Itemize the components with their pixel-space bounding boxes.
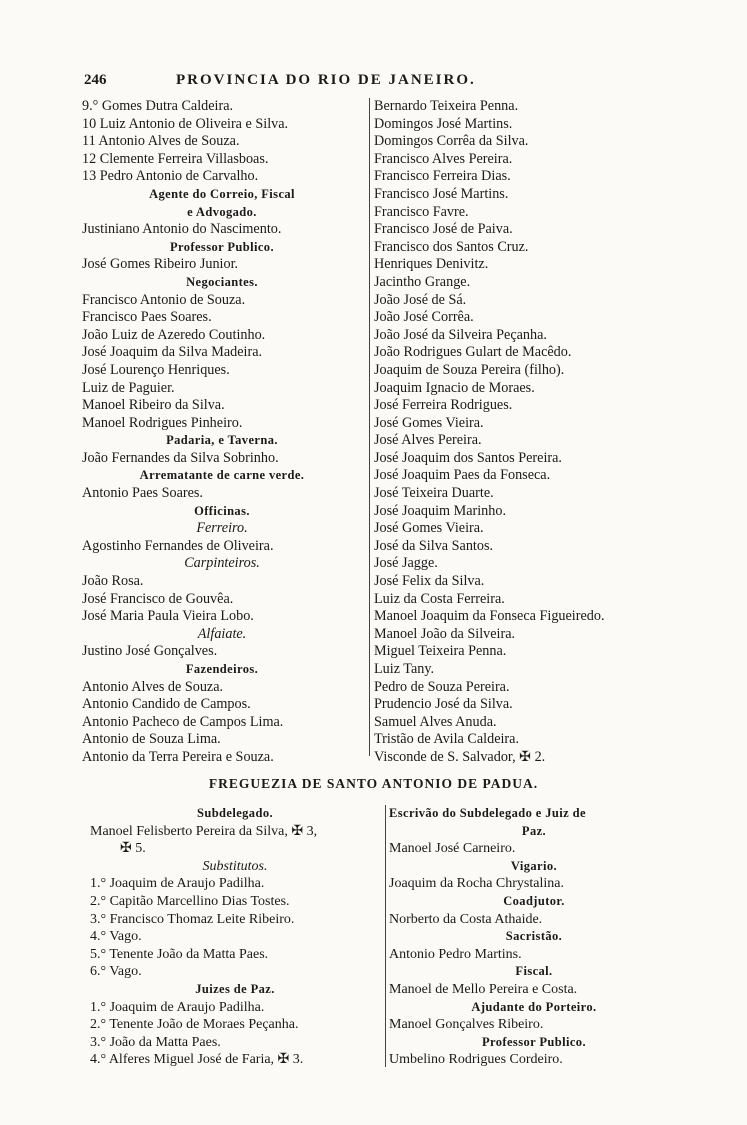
list-item: Manoel Ribeiro da Silva. — [82, 397, 225, 414]
list-item: João José da Silveira Peçanha. — [374, 326, 547, 343]
list-item: João José de Sá. — [374, 291, 467, 308]
page-number: 246 — [84, 72, 107, 88]
section-heading: Professor Publico. — [170, 239, 274, 254]
list-item: João Luiz de Azeredo Coutinho. — [82, 326, 266, 343]
list-item: Francisco Antonio de Souza. — [82, 291, 246, 308]
section-heading: Subdelegado. — [196, 806, 273, 820]
section-heading: Padaria, e Taverna. — [166, 433, 278, 448]
list-item: Umbelino Rodrigues Cordeiro. — [389, 1052, 563, 1068]
list-item: 2.° Capitão Marcellino Dias Tostes. — [90, 893, 290, 909]
list-item: José Jagge. — [374, 555, 438, 572]
list-item: Bernardo Teixeira Penna. — [374, 98, 519, 114]
list-item: 11 Antonio Alves de Souza. — [82, 133, 240, 150]
list-item: Joaquim da Rocha Chrystalina. — [389, 876, 564, 892]
page-title: PROVINCIA DO RIO DE JANEIRO. — [176, 72, 476, 88]
list-item: José Gomes Vieira. — [374, 414, 484, 431]
list-item: Henriques Denivitz. — [374, 256, 489, 273]
list-item: Manoel Rodrigues Pinheiro. — [82, 414, 243, 431]
list-item: Manoel Felisberto Pereira da Silva, ✠ 3, — [90, 823, 318, 839]
subheading: Ferreiro. — [196, 520, 248, 537]
list-item: 13 Pedro Antonio de Carvalho. — [82, 168, 259, 185]
list-item: Luiz Tany. — [374, 661, 435, 677]
list-item: Antonio de Souza Lima. — [82, 731, 221, 748]
list-item: Domingos José Martins. — [374, 115, 513, 132]
list-item: Antonio Candido de Campos. — [82, 696, 251, 713]
list-item: Manoel de Mello Pereira e Costa. — [389, 981, 578, 997]
section-heading: Negociantes. — [186, 274, 258, 289]
list-item: Visconde de S. Salvador, ✠ 2. — [374, 748, 546, 765]
list-item: Manoel Gonçalves Ribeiro. — [389, 1017, 544, 1033]
list-item: José Teixeira Duarte. — [374, 485, 494, 502]
list-item: Luiz da Costa Ferreira. — [374, 590, 505, 607]
list-item: 3.° João da Matta Paes. — [90, 1034, 221, 1050]
section-title: FREGUEZIA DE SANTO ANTONIO DE PADUA. — [208, 776, 539, 791]
list-item: Justiniano Antonio do Nascimento. — [82, 221, 282, 238]
page-header — [84, 72, 554, 94]
list-item: José Joaquim Paes da Fonseca. — [374, 467, 551, 484]
list-item: Francisco José Martins. — [374, 185, 509, 202]
list-item: 3.° Francisco Thomaz Leite Ribeiro. — [90, 911, 295, 927]
list-item: José Francisco de Gouvêa. — [82, 590, 234, 607]
list-item: João José Corrêa. — [374, 309, 474, 326]
list-item: José Joaquim dos Santos Pereira. — [374, 449, 562, 466]
section-heading: Agente do Correio, Fiscal — [149, 186, 295, 201]
list-item: João Rosa. — [82, 573, 144, 590]
list-item: 1.° Joaquim de Araujo Padilha. — [90, 999, 265, 1015]
list-item: José Gomes Vieira. — [374, 520, 484, 537]
list-item: Francisco dos Santos Cruz. — [374, 238, 529, 255]
section-heading: Officinas. — [194, 503, 250, 518]
section-heading: Vigario. — [510, 858, 558, 873]
upper-left-column — [82, 98, 362, 767]
list-item: 2.° Tenente João de Moraes Peçanha. — [90, 1017, 299, 1033]
list-item: 9.° Gomes Dutra Caldeira. — [82, 98, 234, 114]
list-item: 1.° Joaquim de Araujo Padilha. — [90, 876, 265, 892]
subheading: Carpinteiros. — [184, 555, 260, 572]
list-item: José Lourenço Henriques. — [82, 361, 230, 378]
list-item: Justino José Gonçalves. — [82, 643, 218, 660]
section-heading: Sacristão. — [505, 929, 563, 944]
list-item: Francisco Alves Pereira. — [374, 150, 513, 167]
list-item: José Felix da Silva. — [374, 573, 485, 590]
list-item: Manoel João da Silveira. — [374, 625, 516, 642]
list-item: Miguel Teixeira Penna. — [374, 643, 507, 660]
section-heading: Paz. — [521, 823, 547, 838]
list-item: João Fernandes da Silva Sobrinho. — [82, 449, 279, 466]
list-item: Domingos Corrêa da Silva. — [374, 133, 529, 150]
list-item: José Ferreira Rodrigues. — [374, 397, 513, 414]
section-heading: Escrivão do Subdelegado e Juiz de — [389, 806, 586, 820]
list-item: Samuel Alves Anuda. — [374, 713, 497, 730]
lower-right-column — [385, 805, 679, 1067]
list-item: José da Silva Santos. — [374, 537, 494, 554]
list-item: 6.° Vago. — [90, 964, 142, 980]
list-item: José Joaquim Marinho. — [374, 502, 507, 519]
list-item: José Alves Pereira. — [374, 432, 482, 449]
section-heading: Ajudante do Porteiro. — [471, 999, 597, 1014]
section-heading: Juizes de Paz. — [195, 981, 275, 996]
list-item: Antonio da Terra Pereira e Souza. — [82, 748, 274, 765]
list-item: Agostinho Fernandes de Oliveira. — [82, 537, 274, 554]
list-item: ✠ 5. — [120, 841, 146, 857]
list-item: Francisco Ferreira Dias. — [374, 168, 511, 185]
section-heading: e Advogado. — [187, 204, 257, 219]
list-item: José Maria Paula Vieira Lobo. — [82, 608, 254, 625]
list-item: Antonio Paes Soares. — [82, 485, 203, 502]
list-item: Francisco Favre. — [374, 203, 469, 220]
list-item: Joaquim Ignacio de Moraes. — [374, 379, 535, 396]
list-item: Manoel Joaquim da Fonseca Figueiredo. — [374, 608, 605, 625]
upper-right-column — [369, 98, 674, 765]
section-heading: Coadjutor. — [503, 893, 565, 908]
section-heading: Fiscal. — [515, 964, 553, 979]
list-item: Tristão de Avila Caldeira. — [374, 731, 520, 748]
list-item: Francisco José de Paiva. — [374, 221, 513, 238]
list-item: João Rodrigues Gulart de Macêdo. — [374, 344, 572, 361]
list-item: 5.° Tenente João da Matta Paes. — [90, 946, 269, 962]
list-item: Pedro de Souza Pereira. — [374, 678, 510, 695]
section-heading: Fazendeiros. — [185, 662, 259, 676]
list-item: Antonio Pedro Martins. — [389, 946, 522, 962]
list-item: 4.° Vago. — [90, 929, 142, 945]
list-item: Manoel José Carneiro. — [389, 841, 516, 857]
list-item: José Gomes Ribeiro Junior. — [82, 256, 239, 273]
subheading: Alfaiate. — [197, 625, 247, 642]
list-item: Norberto da Costa Athaide. — [389, 911, 543, 927]
list-item: Antonio Alves de Souza. — [82, 678, 224, 695]
section-heading: Professor Publico. — [482, 1034, 586, 1049]
list-item: José Joaquim da Silva Madeira. — [82, 344, 263, 361]
subheading: Substitutos. — [202, 858, 268, 874]
list-item: Jacintho Grange. — [374, 273, 471, 290]
list-item: 12 Clemente Ferreira Villasboas. — [82, 150, 269, 167]
list-item: 4.° Alferes Miguel José de Faria, ✠ 3. — [90, 1052, 304, 1068]
list-item: Francisco Paes Soares. — [82, 309, 212, 326]
list-item: Prudencio José da Silva. — [374, 696, 513, 713]
list-item: Antonio Pacheco de Campos Lima. — [82, 713, 284, 730]
list-item: Luiz de Paguier. — [82, 379, 175, 396]
section-heading: Arrematante de carne verde. — [139, 468, 305, 483]
list-item: Joaquim de Souza Pereira (filho). — [374, 361, 565, 378]
list-item: 10 Luiz Antonio de Oliveira e Silva. — [82, 115, 289, 132]
lower-left-column — [90, 805, 380, 1069]
